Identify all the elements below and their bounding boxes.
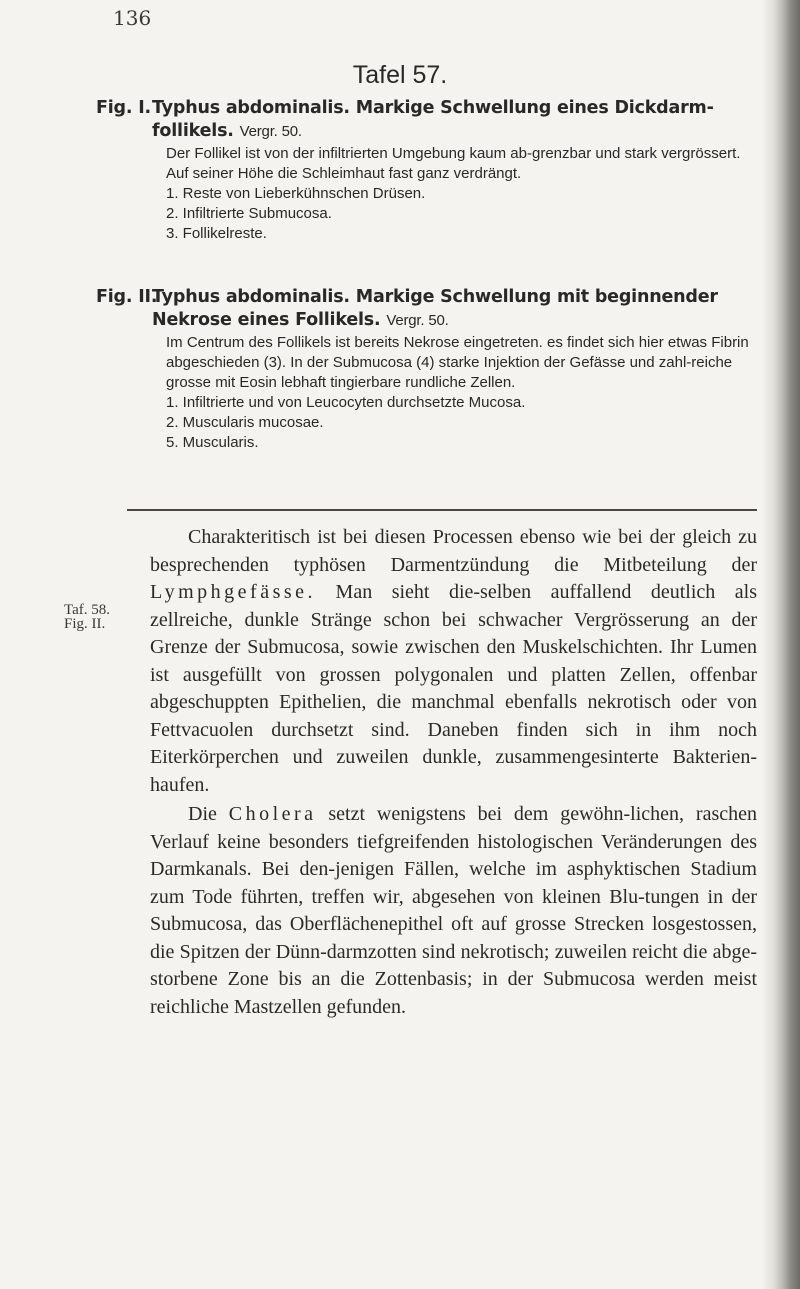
- paragraph-lymph: [150, 524, 757, 799]
- legend-item: 3. Follikelreste.: [166, 225, 267, 242]
- section-divider: [127, 509, 757, 511]
- figure-heading: [96, 286, 756, 332]
- legend-item: 2. Muscularis mucosae.: [166, 414, 324, 431]
- description-text: Im Centrum des Follikels ist bereits Nekrose eingetreten. es findet sich hier etwas Fibrin abgeschieden (3). In der Submucosa (4) starke Injektion der Gefässe und zahl-reiche grosse mit Eosin lebhaft tingierbare rundliche Zellen.: [166, 334, 749, 391]
- paragraph-text: setzt wenigstens bei dem gewöhn-lichen, raschen Verlauf keine besonders tiefgreifenden histologischen Veränderungen des Darmkanals. Bei den-jenigen Fällen, welche im asphyktischen Stadium zum Tode führten, treffen wir, abgesehen von kleinen Blu-tungen in der Submucosa, das Oberflächenepithel oft auf grosse Strecken losgestossen, die Spitzen der Dünn-darmzotten sind nekrotisch; zuweilen reicht die abge-storbene Zone bis an die Zottenbasis; in der Submucosa werden meist reichliche Mastzellen gefunden.: [150, 803, 757, 1018]
- margin-plate-ref: Taf. 58.: [64, 602, 111, 618]
- legend-item: 1. Reste von Lieberkühnschen Drüsen.: [166, 185, 426, 202]
- figure-description: [96, 144, 756, 244]
- scan-edge: [762, 0, 800, 1289]
- legend-item: 2. Infiltrierte Submucosa.: [166, 205, 332, 222]
- magnification-ref: Vergr. 50.: [386, 312, 449, 329]
- body-text: [150, 524, 757, 1021]
- plate-title: Tafel 57.: [352, 61, 448, 89]
- figure-caption-2: [96, 286, 756, 453]
- paragraph-cholera: [150, 801, 757, 1021]
- legend-item: 1. Infiltrierte und von Leucocyten durchsetzte Mucosa.: [166, 394, 526, 411]
- paragraph-text: Charakteritisch ist bei diesen Processen ebenso wie bei der gleich zu besprechenden typhösen Darmentzündung die Mitbeteilung der: [150, 526, 757, 576]
- margin-reference: [64, 603, 116, 631]
- page-number: 136: [113, 6, 152, 30]
- description-text: Der Follikel ist von der infiltrierten Umgebung kaum ab-grenzbar und stark vergrössert. Auf seiner Höhe die Schleimhaut fast ganz verdrängt.: [166, 145, 741, 182]
- figure-description: [96, 333, 756, 453]
- margin-figure-ref: Fig. II.: [64, 616, 106, 632]
- paragraph-text: Die: [188, 803, 229, 825]
- emphasized-term: Lymphgefässe.: [150, 581, 317, 603]
- figure-caption-1: [96, 97, 756, 244]
- legend-item: 5. Muscularis.: [166, 434, 259, 451]
- figure-heading-text: Typhus abdominalis. Markige Schwellung eines Dickdarm-follikels.: [152, 98, 714, 141]
- figure-heading: [96, 97, 756, 143]
- figure-number: Fig. I.: [96, 98, 151, 118]
- figure-heading-text: Typhus abdominalis. Markige Schwellung mit beginnender Nekrose eines Follikels.: [152, 287, 718, 330]
- magnification-ref: Vergr. 50.: [239, 123, 302, 140]
- figure-number: Fig. II.: [96, 287, 158, 307]
- emphasized-term: Cholera: [228, 803, 317, 825]
- paragraph-text: Man sieht die-selben auffallend deutlich als zellreiche, dunkle Stränge schon bei schwacher Vergrösserung an der Grenze der Submucosa, sowie zwischen den Muskelschichten. Ihr Lumen ist ausgefüllt von grossen polygonalen und platten Zellen, offenbar abgeschuppten Epithelien, die manchmal ebenfalls nekrotisch oder von Fettvacuolen durchsetzt sind. Daneben finden sich in ihm noch Eiterkörperchen und zuweilen dunkle, zusammengesinterte Bakterien-haufen.: [150, 581, 757, 796]
